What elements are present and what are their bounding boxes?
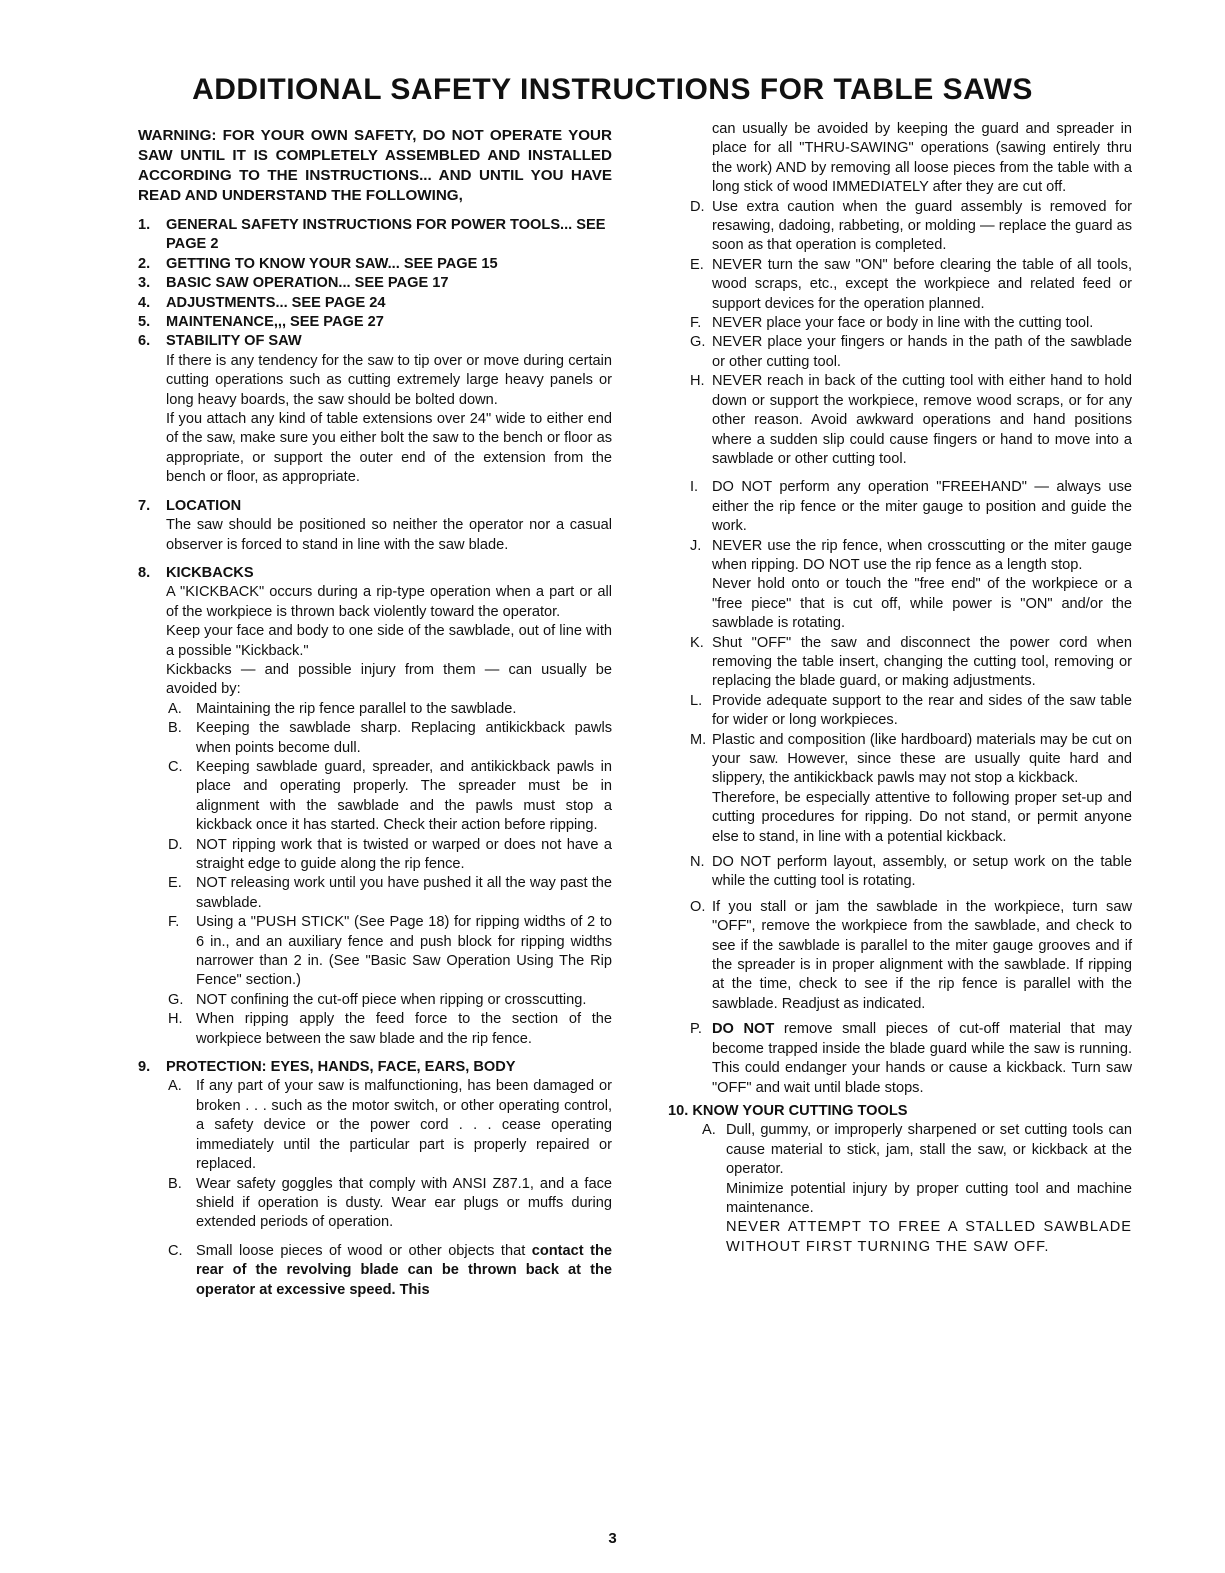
toc-item: 1. GENERAL SAFETY INSTRUCTIONS FOR POWER TOOLS... SEE PAGE 2: [138, 217, 606, 253]
list-item: G. NOT confining the cut-off piece when ripping or crosscutting.: [168, 991, 587, 1008]
list-item: J. NEVER use the rip fence, when crosscutting or the miter gauge when ripping. DO NOT use the rip fence as a length stop. Never hold onto or touch the "free end" of the workpiece or a "free piece" that is cut off, while power is "ON" and/or the sawblade is rotating.: [668, 537, 1132, 634]
page-number: 3: [608, 1530, 617, 1547]
section-heading: KNOW YOUR CUTTING TOOLS: [692, 1102, 908, 1119]
paragraph: Minimize potential injury by proper cutting tool and machine maintenance.: [726, 1180, 1132, 1216]
toc-item: 4. ADJUSTMENTS... SEE PAGE 24: [138, 294, 386, 311]
list-item: D. NOT ripping work that is twisted or warped or does not have a straight edge to guide along the rip fence.: [168, 836, 612, 872]
section-location: 7. LOCATION The saw should be positioned so neither the operator nor a casual observer is forced to stand in line with the saw blade.: [138, 497, 612, 555]
list-item: D. Use extra caution when the guard assembly is removed for resawing, dadoing, rabbeting, or molding — replace the guard as soon as that operation is completed.: [690, 198, 1132, 254]
toc-item: 2. GETTING TO KNOW YOUR SAW... SEE PAGE 15: [138, 255, 498, 272]
list-item: H. When ripping apply the feed force to the section of the workpiece between the saw blade and the rip fence.: [168, 1011, 612, 1047]
paragraph: A "KICKBACK" occurs during a rip-type operation when a part or all of the workpiece is thrown back violently toward the operator.: [166, 584, 612, 620]
paragraph: Kickbacks — and possible injury from them — can usually be avoided by:: [166, 661, 612, 698]
section-kickbacks: 8. KICKBACKS A "KICKBACK" occurs during a rip-type operation when a part or all of the workpiece is thrown back violently toward the operator. Keep your face and body to one side of the sawblade, out of line with a possible "Kickback." Kickbacks — and possible injury from them — can usually be avoided by: A. Maintaining the rip fence parallel to the sawblade. B. Keeping the sawblade sharp. Replacing antikickback pawls when points become dull. C. Keeping sawblade guard, spreader, and antikickback pawls in place and operating properly. The spreader must be in alignment with the sawblade and the pawls must stop a kickback once it has started. Check their action before ripping. D. NOT ripping work that is twisted or warped or does not have a straight edge to guide along the rip fence. E. NOT releasing work until you have pushed it all the way past the sawblade. F. Using a "PUSH STICK" (See Page 18) for ripping widths of 2 to 6 in., and an auxiliary fence and push block for ripping widths narrower than 2 in. (See "Basic Saw Operation Using The Rip Fence" section.) G. NOT confining the cut-off piece when ripping or crosscutting. H. When ripping apply the feed force to the section of the workpiece between the saw blade and the rip fence.: [138, 564, 612, 1049]
list-item: A. If any part of your saw is malfunctioning, has been damaged or broken . . . such as the motor switch, or other operating control, a safety device or the power cord . . . cease operating immediately until the particular part is properly repaired or replaced.: [168, 1078, 612, 1173]
list-item: M. Plastic and composition (like hardboard) materials may be cut on your saw. However, since these are usually quite hard and slippery, the antikickback pawls may not stop a kickback. Therefore, be especially attentive to following proper set-up and cutting procedures for ripping. Do not stand, or permit anyone else to stand, in line with a potential kickback.: [668, 731, 1132, 847]
section-heading: KICKBACKS: [166, 564, 254, 581]
list-item: A. Dull, gummy, or improperly sharpened or set cutting tools can cause material to stick, jam, stall the saw, or kickback at the operator. Minimize potential injury by proper cutting tool and machine maintenance. NEVER ATTEMPT TO FREE A STALLED SAWBLADE WITHOUT FIRST TURNING THE SAW OFF.: [668, 1121, 1132, 1257]
warning-paragraph: WARNING: FOR YOUR OWN SAFETY, DO NOT OPERATE YOUR SAW UNTIL IT IS COMPLETELY ASSEMBLED AND INSTALLED ACCORDING TO THE INSTRUCTIONS... AND UNTIL YOU HAVE READ AND UNDERSTAND THE FOLLOWING,: [138, 127, 612, 204]
section-heading: PROTECTION: EYES, HANDS, FACE, EARS, BODY: [166, 1059, 516, 1076]
paragraph: If there is any tendency for the saw to tip over or move during certain cutting operations such as cutting extremely large heavy panels or long heavy boards, the saw should be bolted down.: [166, 352, 612, 408]
paragraph: The saw should be positioned so neither the operator nor a casual observer is forced to stand in line with the saw blade.: [166, 517, 612, 553]
protection-list: [166, 1077, 612, 1299]
list-item: F. NEVER place your face or body in line with the cutting tool.: [690, 315, 1094, 332]
list-item: B. Keeping the sawblade sharp. Replacing antikickback pawls when points become dull.: [168, 720, 612, 756]
paragraph: Therefore, be especially attentive to following proper set-up and cutting procedures for ripping. Do not stand, or permit anyone else to stand, in line with a potential kickback.: [712, 789, 1132, 845]
section-heading: STABILITY OF SAW: [166, 333, 302, 350]
page-title: ADDITIONAL SAFETY INSTRUCTIONS FOR TABLE SAWS: [192, 73, 1033, 106]
list-item: B. Wear safety goggles that comply with ANSI Z87.1, and a face shield if operation is dusty. Wear ear plugs or muffs during extended periods of operation.: [168, 1175, 612, 1231]
toc-item: 3. BASIC SAW OPERATION... SEE PAGE 17: [138, 275, 449, 292]
list-item: F. Using a "PUSH STICK" (See Page 18) for ripping widths of 2 to 6 in., and an auxiliary fence and push block for ripping widths narrower than 2 in. (See "Basic Saw Operation Using The Rip Fence" section.): [168, 914, 612, 989]
list-item: L. Provide adequate support to the rear and sides of the saw table for wider or long workpieces.: [690, 692, 1132, 729]
list-item: H. NEVER reach in back of the cutting tool with either hand to hold down or support the workpiece, remove wood scraps, or for any other reason. Avoid awkward operations and hand positions where a sudden slip could cause fingers or hand to move into a sawblade or other cutting tool.: [690, 373, 1132, 467]
section-heading: LOCATION: [166, 497, 242, 514]
list-item: G. NEVER place your fingers or hands in the path of the sawblade or other cutting tool.: [690, 334, 1132, 370]
list-item: N. DO NOT perform layout, assembly, or setup work on the table while the cutting tool is rotating.: [690, 854, 1132, 890]
section-stability: 6. STABILITY OF SAW If there is any tendency for the saw to tip over or move during certain cutting operations such as cutting extremely large heavy panels or long heavy boards, the saw should be bolted down. If you attach any kind of table extensions over 24" wide to either end of the saw, make sure you either bolt the saw to the bench or floor as appropriate, or support the outer end of the extension from the bench or floor, as appropriate.: [138, 332, 612, 487]
section-cutting-tools: 10. KNOW YOUR CUTTING TOOLS: [668, 1102, 908, 1119]
list-item: E. NEVER turn the saw "ON" before clearing the table of all tools, wood scraps, etc., except the workpiece and related feed or support devices for the operation planned.: [690, 256, 1132, 312]
left-column: [138, 126, 612, 1300]
list-item: A. Maintaining the rip fence parallel to the sawblade.: [168, 700, 517, 717]
list-item: O. If you stall or jam the sawblade in the workpiece, turn saw "OFF", remove the workpiece from the sawblade, and check to see if the sawblade is parallel to the miter gauge grooves and if the spreader is in proper alignment with the sawblade. If ripping at the time, check to see if the rip fence is parallel with the sawblade. Readjust as indicated.: [690, 898, 1132, 1012]
paragraph: Keep your face and body to one side of the sawblade, out of line with a possible "Kickback.": [166, 623, 612, 659]
toc-item: 5. MAINTENANCE,,, SEE PAGE 27: [138, 314, 384, 331]
paragraph: can usually be avoided by keeping the guard and spreader in place for all "THRU-SAWING" operations (sawing entirely thru the work) AND by removing all loose pieces from the table with a long stick of wood IMMEDIATELY after they are cut off.: [712, 121, 1132, 196]
list-item: K. Shut "OFF" the saw and disconnect the power cord when removing the table insert, changing the cutting tool, removing or replacing the blade guard, or making adjustments.: [690, 634, 1132, 690]
list-item: P. DO NOT remove small pieces of cut-off material that may become trapped inside the blade guard while the saw is running. This could endanger your hands or cause a kickback. Turn saw "OFF" and wait until blade stops.: [690, 1021, 1132, 1096]
list-item: C. Keeping sawblade guard, spreader, and antikickback pawls in place and operating properly. The spreader must be in alignment with the sawblade and the pawls must stop a kickback once it has started. Check their action before ripping.: [168, 758, 612, 834]
list-item: C. Small loose pieces of wood or other objects that contact the rear of the revolving blade can be thrown back at the operator at excessive speed. This: [168, 1242, 612, 1298]
paragraph: Never hold onto or touch the "free end" of the workpiece or a "free piece" that is cut off, while power is "ON" and/or the sawblade is rotating.: [712, 576, 1132, 632]
kickback-list: [166, 700, 612, 1049]
right-column: [668, 120, 1132, 1257]
paragraph: NEVER ATTEMPT TO FREE A STALLED SAWBLADE WITHOUT FIRST TURNING THE SAW OFF.: [726, 1219, 1132, 1255]
section-protection: 9. PROTECTION: EYES, HANDS, FACE, EARS, BODY A. If any part of your saw is malfunctioning, has been damaged or broken . . . such as the motor switch, or other operating control, a safety device or the power cord . . . cease operating immediately until the particular part is properly repaired or replaced. B. Wear safety goggles that comply with ANSI Z87.1, and a face shield if operation is dusty. Wear ear plugs or muffs during extended periods of operation. C. Small loose pieces of wood or other objects that contact the rear of the revolving blade can be thrown back at the operator at excessive speed. This: [138, 1058, 612, 1300]
paragraph: If you attach any kind of table extensions over 24" wide to either end of the saw, make sure you either bolt the saw to the bench or floor as appropriate, or support the outer end of the extension from the bench or floor, as appropriate.: [166, 411, 612, 486]
list-item: I. DO NOT perform any operation "FREEHAND" — always use either the rip fence or the miter gauge to position and guide the work.: [690, 479, 1132, 535]
list-item: E. NOT releasing work until you have pushed it all the way past the sawblade.: [168, 875, 612, 911]
toc-list: [138, 216, 612, 1300]
